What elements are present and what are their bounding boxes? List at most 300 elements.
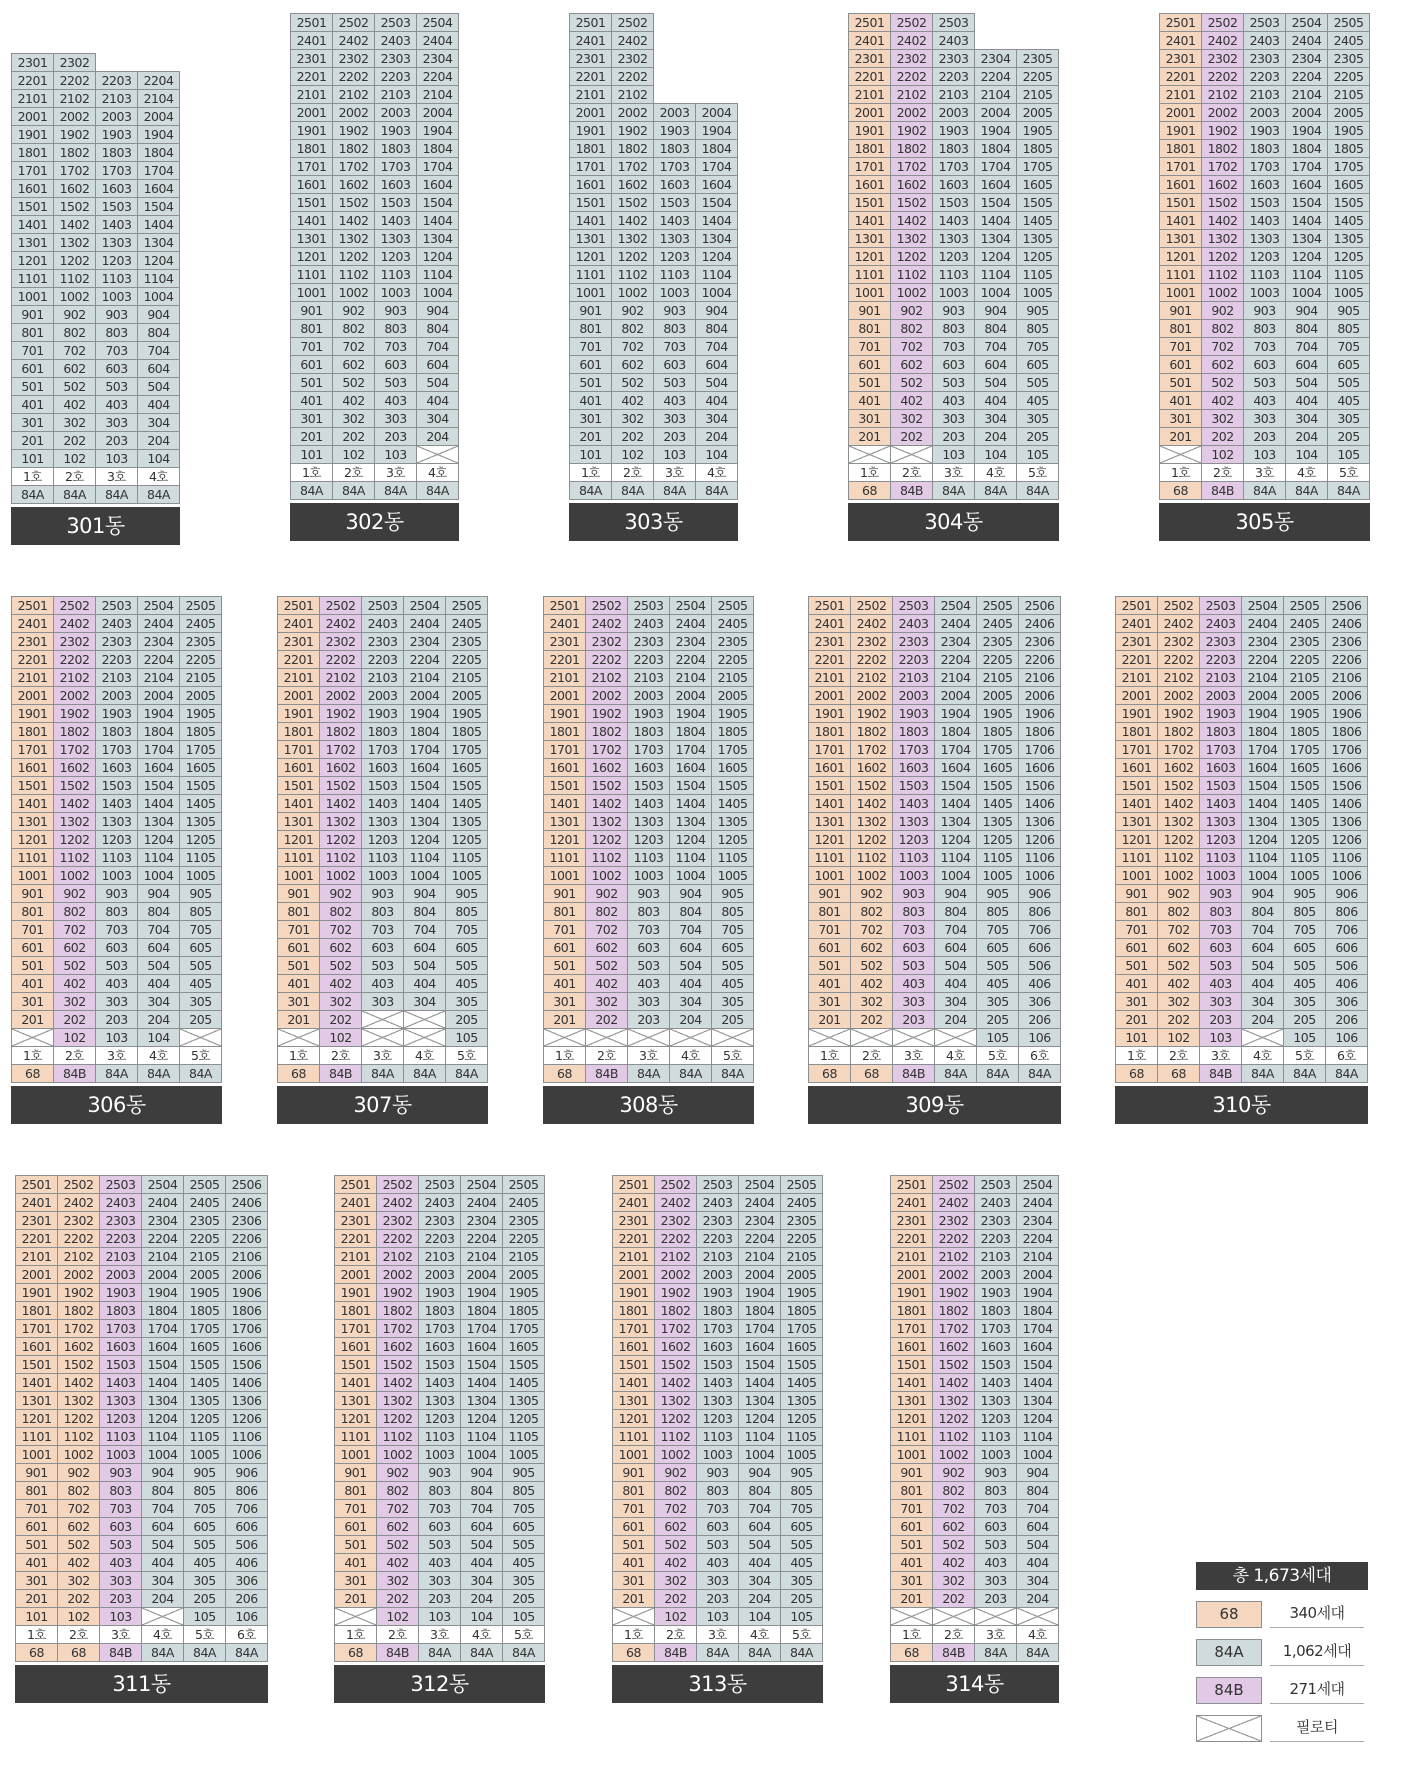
unit-cell: 403 <box>1243 391 1286 410</box>
unit-cell: 1005 <box>780 1445 823 1464</box>
unit-cell: 2205 <box>1283 650 1326 669</box>
type-label: 68 <box>1115 1064 1158 1083</box>
unit-cell: 1405 <box>183 1373 226 1392</box>
unit-cell: 1302 <box>611 229 654 248</box>
unit-cell: 1203 <box>95 830 138 849</box>
unit-cell: 603 <box>1199 938 1242 957</box>
unit-cell: 2005 <box>976 686 1019 705</box>
building-name: 301동 <box>11 507 180 545</box>
unit-cell: 2001 <box>11 107 54 126</box>
unit-cell: 1001 <box>543 866 586 885</box>
unit-cell: 2102 <box>1157 668 1200 687</box>
unit-cell: 1003 <box>974 1445 1017 1464</box>
unit-cell: 1304 <box>1285 229 1328 248</box>
unit-cell: 902 <box>319 884 362 903</box>
unit-cell: 1501 <box>1159 193 1202 212</box>
unit-cell: 1405 <box>976 794 1019 813</box>
line-label: 2호 <box>585 1046 628 1065</box>
unit-cell: 1003 <box>418 1445 461 1464</box>
unit-cell: 2204 <box>1285 67 1328 86</box>
legend-count-84b: 271세대 <box>1270 1676 1364 1704</box>
unit-cell: 2102 <box>850 668 893 687</box>
unit-cell: 1402 <box>332 211 375 230</box>
unit-cell: 1303 <box>653 229 696 248</box>
unit-cell: 1302 <box>57 1391 100 1410</box>
unit-cell: 1805 <box>445 722 488 741</box>
unit-cell: 1602 <box>890 175 933 194</box>
unit-cell: 1701 <box>11 740 54 759</box>
unit-cell: 1404 <box>1285 211 1328 230</box>
unit-cell: 1505 <box>445 776 488 795</box>
unit-cell: 1404 <box>974 211 1017 230</box>
unit-cell: 2203 <box>95 71 138 90</box>
unit-cell: 201 <box>890 1589 933 1608</box>
unit-cell: 1504 <box>738 1355 781 1374</box>
unit-cell: 702 <box>319 920 362 939</box>
unit-cell: 705 <box>1016 337 1059 356</box>
unit-cell: 2102 <box>53 89 96 108</box>
unit-cell: 1802 <box>611 139 654 158</box>
unit-cell: 1502 <box>585 776 628 795</box>
legend-swatch-pilotis <box>1196 1715 1262 1742</box>
type-label: 84A <box>1241 1064 1284 1083</box>
unit-cell: 905 <box>183 1463 226 1482</box>
unit-cell: 2104 <box>137 668 180 687</box>
unit-cell: 1603 <box>1199 758 1242 777</box>
building-name: 310동 <box>1115 1086 1368 1124</box>
unit-cell: 1203 <box>1243 247 1286 266</box>
unit-cell: 1005 <box>976 866 1019 885</box>
unit-cell: 104 <box>695 445 738 464</box>
type-label: 84A <box>1285 481 1328 500</box>
unit-cell: 504 <box>934 956 977 975</box>
unit-cell: 1602 <box>611 175 654 194</box>
unit-cell: 1702 <box>319 740 362 759</box>
unit-cell: 403 <box>974 1553 1017 1572</box>
unit-cell: 1302 <box>932 1391 975 1410</box>
unit-cell: 2504 <box>1016 1175 1059 1194</box>
unit-cell: 1303 <box>1199 812 1242 831</box>
unit-cell: 1704 <box>974 157 1017 176</box>
unit-cell: 1102 <box>1201 265 1244 284</box>
unit-cell: 302 <box>57 1571 100 1590</box>
unit-cell: 2003 <box>1199 686 1242 705</box>
unit-cell: 2502 <box>332 13 375 32</box>
unit-cell: 803 <box>653 319 696 338</box>
unit-cell: 2302 <box>611 49 654 68</box>
unit-cell: 1303 <box>418 1391 461 1410</box>
unit-cell: 1104 <box>934 848 977 867</box>
unit-cell: 2301 <box>543 632 586 651</box>
unit-cell: 1001 <box>848 283 891 302</box>
unit-cell: 403 <box>892 974 935 993</box>
unit-cell: 304 <box>974 409 1017 428</box>
unit-cell: 2001 <box>808 686 851 705</box>
unit-cell: 2001 <box>277 686 320 705</box>
empty-cell <box>653 67 696 86</box>
unit-cell: 1703 <box>932 157 975 176</box>
unit-cell: 502 <box>654 1535 697 1554</box>
unit-cell: 703 <box>1243 337 1286 356</box>
unit-cell: 2504 <box>460 1175 503 1194</box>
unit-cell: 1104 <box>137 848 180 867</box>
unit-cell: 805 <box>1327 319 1370 338</box>
unit-cell: 903 <box>932 301 975 320</box>
unit-cell: 1804 <box>695 139 738 158</box>
line-label: 5호 <box>1283 1046 1326 1065</box>
type-label: 68 <box>1157 1064 1200 1083</box>
type-label: 84A <box>974 1643 1017 1662</box>
unit-cell: 205 <box>976 1010 1019 1029</box>
unit-cell: 1703 <box>1199 740 1242 759</box>
unit-cell: 505 <box>1283 956 1326 975</box>
unit-cell: 902 <box>585 884 628 903</box>
pilotis-cell <box>543 1028 586 1047</box>
unit-cell: 1901 <box>612 1283 655 1302</box>
unit-cell: 905 <box>1327 301 1370 320</box>
unit-cell: 604 <box>695 355 738 374</box>
unit-cell: 1004 <box>403 866 446 885</box>
line-label: 2호 <box>1201 463 1244 482</box>
unit-cell: 2302 <box>376 1211 419 1230</box>
unit-cell: 1003 <box>1199 866 1242 885</box>
unit-cell: 2001 <box>848 103 891 122</box>
unit-cell: 401 <box>277 974 320 993</box>
unit-cell: 1503 <box>95 776 138 795</box>
unit-cell: 1505 <box>502 1355 545 1374</box>
unit-cell: 702 <box>932 1499 975 1518</box>
unit-cell: 2202 <box>332 67 375 86</box>
unit-cell: 802 <box>376 1481 419 1500</box>
line-label: 2호 <box>932 1625 975 1644</box>
unit-cell: 1901 <box>11 125 54 144</box>
unit-cell: 1505 <box>1327 193 1370 212</box>
building-name: 307동 <box>277 1086 488 1124</box>
unit-cell: 1906 <box>1325 704 1368 723</box>
unit-cell: 205 <box>502 1589 545 1608</box>
unit-cell: 401 <box>543 974 586 993</box>
unit-cell: 1403 <box>99 1373 142 1392</box>
unit-cell: 704 <box>416 337 459 356</box>
unit-cell: 1706 <box>1018 740 1061 759</box>
line-label: 3호 <box>99 1625 142 1644</box>
unit-cell: 1202 <box>585 830 628 849</box>
line-label: 2호 <box>1157 1046 1200 1065</box>
unit-cell: 2201 <box>808 650 851 669</box>
unit-cell: 2103 <box>1199 668 1242 687</box>
unit-cell: 2503 <box>1243 13 1286 32</box>
unit-cell: 2401 <box>290 31 333 50</box>
unit-cell: 2403 <box>374 31 417 50</box>
unit-cell: 1702 <box>332 157 375 176</box>
unit-cell: 203 <box>1199 1010 1242 1029</box>
line-label: 6호 <box>225 1625 268 1644</box>
unit-cell: 602 <box>376 1517 419 1536</box>
unit-cell: 2001 <box>334 1265 377 1284</box>
unit-cell: 303 <box>95 992 138 1011</box>
unit-cell: 1202 <box>654 1409 697 1428</box>
unit-cell: 1903 <box>95 704 138 723</box>
unit-cell: 1103 <box>627 848 670 867</box>
unit-cell: 2105 <box>1283 668 1326 687</box>
unit-cell: 2401 <box>543 614 586 633</box>
unit-cell: 1701 <box>808 740 851 759</box>
unit-cell: 2403 <box>95 614 138 633</box>
unit-cell: 2302 <box>57 1211 100 1230</box>
unit-cell: 303 <box>99 1571 142 1590</box>
empty-cell <box>695 67 738 86</box>
unit-cell: 102 <box>53 1028 96 1047</box>
unit-cell: 203 <box>696 1589 739 1608</box>
unit-cell: 906 <box>1018 884 1061 903</box>
unit-cell: 1805 <box>183 1301 226 1320</box>
building-308동 <box>543 596 754 1124</box>
unit-cell: 1601 <box>277 758 320 777</box>
unit-cell: 2105 <box>183 1247 226 1266</box>
unit-cell: 306 <box>1325 992 1368 1011</box>
unit-cell: 501 <box>569 373 612 392</box>
unit-cell: 203 <box>99 1589 142 1608</box>
type-label: 84B <box>890 481 933 500</box>
unit-cell: 1202 <box>53 830 96 849</box>
pilotis-cell <box>334 1607 377 1626</box>
unit-cell: 2305 <box>1327 49 1370 68</box>
unit-cell: 1005 <box>502 1445 545 1464</box>
unit-cell: 1802 <box>585 722 628 741</box>
unit-cell: 2504 <box>416 13 459 32</box>
unit-cell: 2005 <box>179 686 222 705</box>
unit-cell: 1703 <box>696 1319 739 1338</box>
unit-cell: 1504 <box>695 193 738 212</box>
unit-cell: 401 <box>1159 391 1202 410</box>
unit-cell: 1004 <box>1241 866 1284 885</box>
empty-cell <box>1016 31 1059 50</box>
unit-cell: 505 <box>183 1535 226 1554</box>
unit-cell: 2103 <box>974 1247 1017 1266</box>
unit-cell: 1301 <box>569 229 612 248</box>
unit-cell: 1401 <box>334 1373 377 1392</box>
unit-cell: 103 <box>418 1607 461 1626</box>
unit-cell: 2402 <box>932 1193 975 1212</box>
unit-cell: 203 <box>374 427 417 446</box>
unit-cell: 2005 <box>711 686 754 705</box>
unit-cell: 2104 <box>1016 1247 1059 1266</box>
unit-cell: 1002 <box>376 1445 419 1464</box>
unit-cell: 1502 <box>654 1355 697 1374</box>
unit-cell: 706 <box>225 1499 268 1518</box>
unit-cell: 1403 <box>627 794 670 813</box>
unit-cell: 1306 <box>225 1391 268 1410</box>
line-label: 1호 <box>290 463 333 482</box>
unit-cell: 504 <box>1241 956 1284 975</box>
unit-cell: 1801 <box>890 1301 933 1320</box>
empty-cell <box>695 85 738 104</box>
unit-cell: 1702 <box>585 740 628 759</box>
unit-cell: 2503 <box>974 1175 1017 1194</box>
unit-cell: 1903 <box>1243 121 1286 140</box>
unit-cell: 2104 <box>738 1247 781 1266</box>
unit-cell: 2503 <box>932 13 975 32</box>
unit-cell: 1206 <box>225 1409 268 1428</box>
unit-cell: 905 <box>1016 301 1059 320</box>
unit-cell: 2103 <box>696 1247 739 1266</box>
unit-cell: 1202 <box>332 247 375 266</box>
unit-cell: 502 <box>585 956 628 975</box>
unit-cell: 2203 <box>1243 67 1286 86</box>
unit-cell: 201 <box>15 1589 58 1608</box>
unit-cell: 1604 <box>934 758 977 777</box>
unit-cell: 2506 <box>1018 596 1061 615</box>
unit-cell: 1903 <box>653 121 696 140</box>
unit-cell: 2303 <box>99 1211 142 1230</box>
pilotis-cell <box>932 1607 975 1626</box>
unit-cell: 1104 <box>974 265 1017 284</box>
unit-cell: 1504 <box>934 776 977 795</box>
unit-cell: 1403 <box>95 215 138 234</box>
unit-cell: 204 <box>1241 1010 1284 1029</box>
pilotis-cell <box>808 1028 851 1047</box>
unit-cell: 702 <box>585 920 628 939</box>
unit-cell: 1302 <box>1157 812 1200 831</box>
unit-cell: 2204 <box>934 650 977 669</box>
unit-cell: 803 <box>696 1481 739 1500</box>
unit-cell: 1502 <box>53 197 96 216</box>
empty-cell <box>695 13 738 32</box>
unit-cell: 2501 <box>290 13 333 32</box>
unit-cell: 205 <box>179 1010 222 1029</box>
unit-cell: 1902 <box>376 1283 419 1302</box>
unit-cell: 501 <box>808 956 851 975</box>
unit-cell: 1101 <box>1115 848 1158 867</box>
unit-cell: 204 <box>137 1010 180 1029</box>
unit-cell: 1301 <box>808 812 851 831</box>
unit-cell: 2405 <box>1283 614 1326 633</box>
unit-cell: 301 <box>1159 409 1202 428</box>
unit-cell: 1703 <box>653 157 696 176</box>
unit-cell: 2402 <box>332 31 375 50</box>
unit-cell: 805 <box>1016 319 1059 338</box>
line-label: 1호 <box>569 463 612 482</box>
unit-cell: 703 <box>974 1499 1017 1518</box>
line-label: 2호 <box>319 1046 362 1065</box>
type-label: 84A <box>974 481 1017 500</box>
unit-cell: 1201 <box>543 830 586 849</box>
unit-cell: 1901 <box>890 1283 933 1302</box>
unit-cell: 2301 <box>612 1211 655 1230</box>
unit-cell: 504 <box>738 1535 781 1554</box>
unit-cell: 1101 <box>808 848 851 867</box>
unit-cell: 503 <box>95 377 138 396</box>
unit-cell: 204 <box>934 1010 977 1029</box>
unit-cell: 1803 <box>653 139 696 158</box>
unit-cell: 1702 <box>57 1319 100 1338</box>
line-label: 5호 <box>179 1046 222 1065</box>
unit-cell: 304 <box>403 992 446 1011</box>
pilotis-cell <box>585 1028 628 1047</box>
unit-cell: 2301 <box>11 632 54 651</box>
pilotis-cell <box>627 1028 670 1047</box>
unit-cell: 2101 <box>890 1247 933 1266</box>
unit-cell: 2301 <box>334 1211 377 1230</box>
unit-cell: 902 <box>654 1463 697 1482</box>
unit-cell: 1604 <box>416 175 459 194</box>
unit-cell: 203 <box>892 1010 935 1029</box>
unit-cell: 2103 <box>418 1247 461 1266</box>
unit-cell: 2502 <box>376 1175 419 1194</box>
unit-cell: 1005 <box>711 866 754 885</box>
unit-cell: 1401 <box>569 211 612 230</box>
unit-cell: 804 <box>137 323 180 342</box>
unit-cell: 2002 <box>585 686 628 705</box>
unit-cell: 2004 <box>1241 686 1284 705</box>
unit-cell: 805 <box>711 902 754 921</box>
unit-cell: 1104 <box>403 848 446 867</box>
unit-cell: 803 <box>892 902 935 921</box>
unit-cell: 1702 <box>53 161 96 180</box>
unit-cell: 1501 <box>569 193 612 212</box>
unit-cell: 1201 <box>290 247 333 266</box>
unit-cell: 2503 <box>892 596 935 615</box>
unit-cell: 1705 <box>445 740 488 759</box>
unit-cell: 102 <box>376 1607 419 1626</box>
unit-cell: 2401 <box>11 614 54 633</box>
legend-item-84a <box>1196 1638 1368 1666</box>
unit-cell: 1501 <box>1115 776 1158 795</box>
unit-cell: 1503 <box>1243 193 1286 212</box>
unit-cell: 2304 <box>1016 1211 1059 1230</box>
unit-cell: 2203 <box>361 650 404 669</box>
type-label: 68 <box>848 481 891 500</box>
unit-cell: 604 <box>974 355 1017 374</box>
unit-cell: 304 <box>460 1571 503 1590</box>
unit-cell: 2103 <box>1243 85 1286 104</box>
unit-cell: 806 <box>1325 902 1368 921</box>
unit-cell: 1801 <box>1115 722 1158 741</box>
unit-cell: 1903 <box>932 121 975 140</box>
unit-cell: 2004 <box>738 1265 781 1284</box>
unit-cell: 2002 <box>332 103 375 122</box>
unit-cell: 1603 <box>95 758 138 777</box>
unit-cell: 2504 <box>1285 13 1328 32</box>
unit-cell: 202 <box>57 1589 100 1608</box>
empty-cell <box>653 13 696 32</box>
unit-cell: 1704 <box>416 157 459 176</box>
unit-cell: 1302 <box>376 1391 419 1410</box>
pilotis-cell <box>361 1028 404 1047</box>
unit-cell: 303 <box>974 1571 1017 1590</box>
unit-cell: 303 <box>361 992 404 1011</box>
unit-cell: 501 <box>11 377 54 396</box>
unit-cell: 1603 <box>418 1337 461 1356</box>
unit-cell: 1203 <box>99 1409 142 1428</box>
unit-cell: 2406 <box>1325 614 1368 633</box>
unit-cell: 305 <box>1327 409 1370 428</box>
unit-cell: 1705 <box>502 1319 545 1338</box>
unit-cell: 904 <box>1241 884 1284 903</box>
unit-cell: 2501 <box>543 596 586 615</box>
unit-cell: 2202 <box>932 1229 975 1248</box>
unit-cell: 704 <box>460 1499 503 1518</box>
type-label: 84B <box>1201 481 1244 500</box>
unit-cell: 1603 <box>696 1337 739 1356</box>
unit-cell: 303 <box>418 1571 461 1590</box>
unit-cell: 1004 <box>137 866 180 885</box>
unit-cell: 604 <box>460 1517 503 1536</box>
unit-cell: 905 <box>502 1463 545 1482</box>
unit-cell: 1701 <box>890 1319 933 1338</box>
unit-cell: 104 <box>137 1028 180 1047</box>
unit-cell: 2104 <box>416 85 459 104</box>
